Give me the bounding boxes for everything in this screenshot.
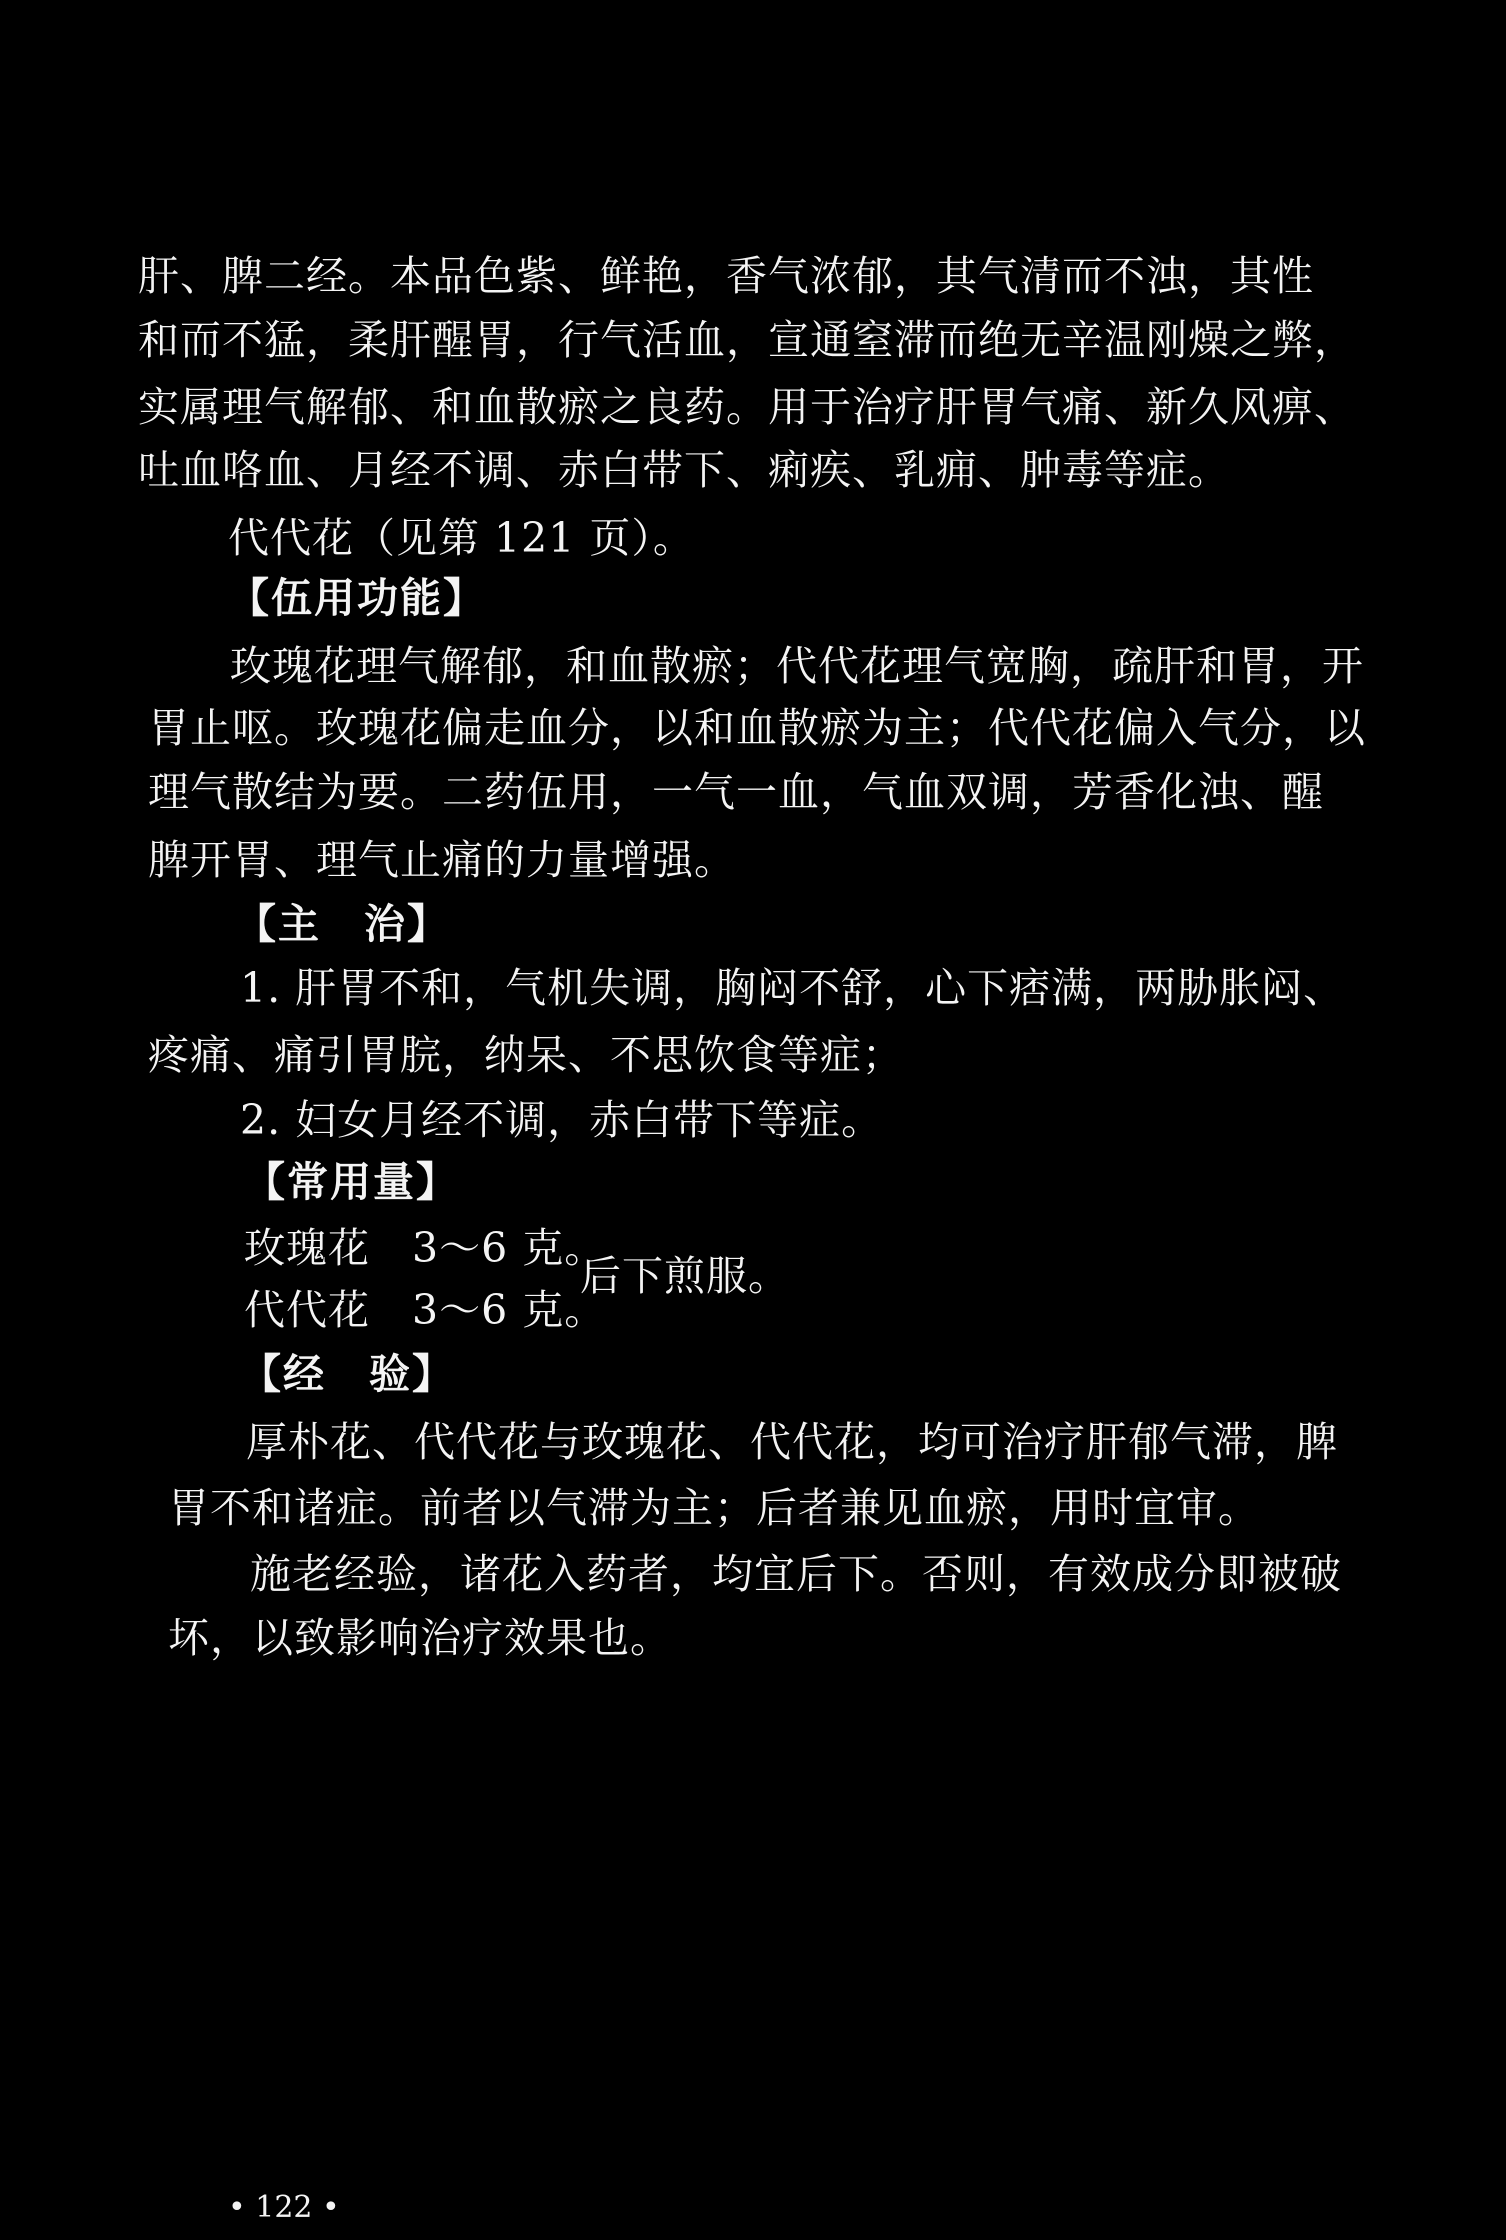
experience-line: 胃不和诸症。前者以气滞为主；后者兼见血瘀，用时宜审。 [168,1484,1260,1532]
dosage-item: 玫瑰花 3～6 克。 [244,1224,607,1272]
experience-line: 坏，以致影响治疗效果也。 [168,1614,672,1662]
section-heading-dosage: 【常用量】 [244,1158,459,1206]
section-heading-experience: 【经 验】 [240,1350,455,1398]
indication-item: 2. 妇女月经不调，赤白带下等症。 [240,1096,884,1144]
intro-line: 肝、脾二经。本品色紫、鲜艳，香气浓郁，其气清而不浊，其性 [138,252,1314,300]
page-number: • 122 • [228,2190,340,2225]
indication-item: 1. 肝胃不和，气机失调，胸闷不舒，心下痞满，两胁胀闷、 [240,964,1346,1012]
intro-line: 实属理气解郁、和血散瘀之良药。用于治疗肝胃气痛、新久风痹、 [138,383,1356,431]
dosage-item: 代代花 3～6 克。 [244,1286,607,1334]
intro-line: 吐血咯血、月经不调、赤白带下、痢疾、乳痈、肿毒等症。 [138,446,1230,494]
indication-item: 疼痛、痛引胃脘，纳呆、不思饮食等症； [148,1031,904,1079]
experience-line: 施老经验，诸花入药者，均宜后下。否则，有效成分即被破 [250,1550,1342,1598]
dosage-note: 后下煎服。 [580,1252,790,1300]
experience-line: 厚朴花、代代花与玫瑰花、代代花，均可治疗肝郁气滞，脾 [246,1418,1338,1466]
pairing-line: 理气散结为要。二药伍用，一气一血，气血双调，芳香化浊、醒 [148,768,1324,816]
intro-line: 和而不猛，柔肝醒胃，行气活血，宣通窒滞而绝无辛温刚燥之弊， [138,316,1356,364]
daidaihua-reference: 代代花（见第 121 页）。 [228,514,695,562]
pairing-line: 脾开胃、理气止痛的力量增强。 [148,836,736,884]
pairing-line: 胃止呕。玫瑰花偏走血分，以和血散瘀为主；代代花偏入气分，以 [148,704,1366,752]
pairing-line: 玫瑰花理气解郁，和血散瘀；代代花理气宽胸，疏肝和胃，开 [230,642,1364,690]
section-heading-indications: 【主 治】 [235,900,450,948]
section-heading-pairing: 【伍用功能】 [228,574,486,622]
